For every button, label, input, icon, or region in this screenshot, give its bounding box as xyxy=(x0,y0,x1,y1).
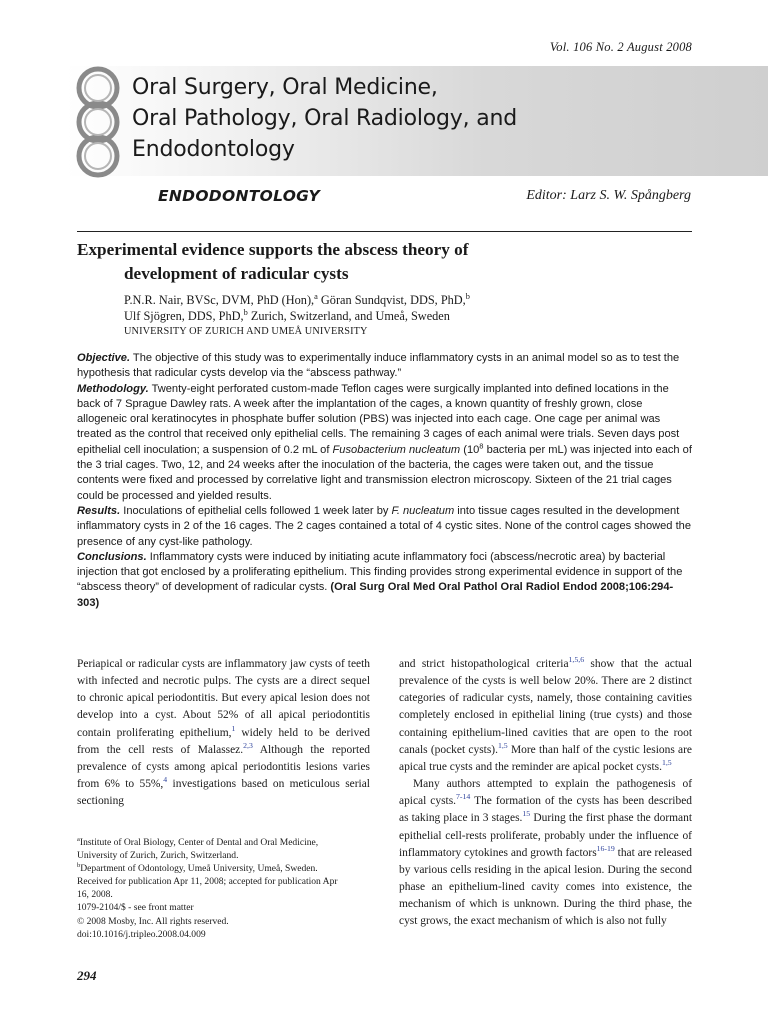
abstract-methodology xyxy=(77,382,692,504)
affiliation-marker: a xyxy=(314,291,318,301)
affiliation-marker: b xyxy=(77,862,81,870)
abstract-text: Twenty-eight perforated custom-made Teflon cages were surgically implanted into defined locations in the back of 7 Sprague Dawley rats. A week after the implantation of the cages, a known quantity of freshly grown, close allogeneic oral keratinocytes in phosphate buffer solution (PBS) was injected into each cage. One cage per animal was treated as the control that received only epithelial cells. The remaining 3 cages of each animal were trials. Seven days post epithelial cell inoculation; a suspension of 0.2 mL of xyxy=(77,382,680,456)
journal-title-line: Endodontology xyxy=(132,137,295,162)
footnote-text: University of Zurich, Zurich, Switzerland. xyxy=(77,850,239,862)
abstract-results xyxy=(77,504,692,550)
abstract-text: The objective of this study was to experimentally induce inflammatory cysts in an animal model so as to test the hypothesis that radicular cysts develop via the “abscess pathway.” xyxy=(77,352,680,380)
journal-title-line: Oral Pathology, Oral Radiology, and xyxy=(132,106,517,131)
author-block xyxy=(124,292,470,340)
journal-title xyxy=(132,72,517,165)
reference-link[interactable]: 7-14 xyxy=(456,792,471,802)
author-institution: UNIVERSITY OF ZURICH AND UMEÅ UNIVERSITY xyxy=(124,326,368,337)
affiliation-marker: b xyxy=(243,307,248,317)
journal-citation: (Oral Surg Oral Med Oral Pathol Oral Radiol Endod 2008;106:294-303) xyxy=(77,581,674,609)
author-name: Göran Sundqvist, DDS, PhD, xyxy=(317,293,466,307)
abstract-text: Inflammatory cysts were induced by initiating acute inflammatory foci (abscess/necrotic area) by bacterial injection that got enclosed by a proliferating epithelium. This finding provides strong experimental evidence in support of the “abscess theory” of development of radicular cysts. xyxy=(77,550,683,594)
reference-link[interactable]: 1,5 xyxy=(497,740,508,750)
species-name: Fusobacterium nucleatum xyxy=(332,443,461,456)
body-text: Periapical or radicular cysts are inflammatory jaw cysts of teeth with infected and necrotic pulps. The cysts are a direct sequel to chronic apical periodontitis. But every apical lesion does not develop into a cyst. About 52% of all apical periodontitis contain proliferating epithelium, xyxy=(77,658,370,739)
body-text: that are released by various cells residing in the apical lesion. During the second phase an epithelium-lined cavity comes into existence, the mechanism of which is unknown. During the third phase, the cyst grows, the exact mechanism of which is also not fully xyxy=(399,846,693,928)
reference-link[interactable]: 1,5 xyxy=(661,758,672,768)
abstract-heading: Conclusions. xyxy=(77,550,147,563)
body-text: The formation of the cysts has been described as taking place in 3 stages. xyxy=(399,795,692,825)
exponent: 8 xyxy=(479,441,484,451)
abstract-text: Inoculations of epithelial cells followed 1 week later by xyxy=(120,504,392,517)
body-text: widely held to be derived from the cell rests of Malassez. xyxy=(77,726,371,756)
body-paragraph xyxy=(77,656,370,810)
body-column-left xyxy=(77,656,370,810)
body-text: investigations based on meticulous serial sectioning xyxy=(77,778,370,808)
footnote-affiliation-b xyxy=(77,862,377,875)
reference-link[interactable]: 1,5,6 xyxy=(568,655,585,665)
footnote-text: Institute of Oral Biology, Center of Dental and Oral Medicine, xyxy=(79,837,319,848)
footnote-copyright: © 2008 Mosby, Inc. All rights reserved. xyxy=(77,915,229,927)
abstract-heading: Methodology. xyxy=(77,382,149,395)
footnote-received: 16, 2008. xyxy=(77,889,113,901)
article-title-line-2: development of radicular cysts xyxy=(124,264,349,283)
reference-link[interactable]: 15 xyxy=(522,809,531,819)
reference-link[interactable]: 16-19 xyxy=(596,843,615,853)
body-text: Although the reported prevalence of cysts among apical periodontitis lesions varies from 6% to 55%, xyxy=(77,743,370,791)
author-location: Zurich, Switzerland, and Umeå, Sweden xyxy=(247,309,450,323)
abstract xyxy=(77,351,692,611)
abstract-text: (10 xyxy=(460,443,480,456)
page-number: 294 xyxy=(77,968,97,983)
body-text: and strict histopathological criteria xyxy=(399,658,569,670)
journal-logo-rings xyxy=(68,66,128,178)
reference-link[interactable]: 2,3 xyxy=(243,740,253,750)
species-name: F. nucleatum xyxy=(391,504,455,517)
footnote-text: Department of Odontology, Umeå University, Umeå, Sweden. xyxy=(80,863,318,875)
reference-link[interactable]: 4 xyxy=(163,775,168,785)
body-paragraph xyxy=(399,776,692,930)
abstract-objective xyxy=(77,351,692,382)
section-editor: Editor: Larz S. W. Spångberg xyxy=(526,188,691,203)
article-title-line-1: Experimental evidence supports the abscess theory of xyxy=(77,240,469,259)
abstract-text: bacteria per mL) was injected into each of the 3 trial cages. Two, 12, and 24 weeks after the inoculation of the bacteria, the cages were taken out, and the tissue contents were fixed and processed by correlative light and transmission electron microscopy. Sixteen of the 21 trial cages could be processed and yielded results. xyxy=(77,443,692,502)
header-rule xyxy=(77,231,692,232)
author-name: P.N.R. Nair, BVSc, DVM, PhD (Hon), xyxy=(124,293,315,307)
abstract-text: into tissue cages resulted in the development inflammatory cysts in 2 of the 16 cages. The 2 cages contained a total of 4 cystic sites. None of the control cages showed the presence of any cyst-like pathology. xyxy=(77,504,691,548)
footnotes xyxy=(77,836,377,941)
abstract-heading: Objective. xyxy=(77,352,131,364)
abstract-conclusions xyxy=(77,550,692,611)
footnote-received: Received for publication Apr 11, 2008; accepted for publication Apr xyxy=(77,876,338,888)
body-text: During the first phase the dormant epithelial cell-rests proliferate, probably under the influence of inflammatory cytokines and growth factors xyxy=(399,812,693,859)
body-text: show that the actual prevalence of the cysts is well below 20%. There are 2 distinct categories of radicular cysts, namely, those containing cavities completely enclosed in epithelial lining (true cysts) and those containing epithelium-lined cavities that are open to the root canals (pocket cysts). xyxy=(399,658,692,756)
author-line-2 xyxy=(124,308,470,324)
author-name: Ulf Sjögren, DDS, PhD, xyxy=(124,309,244,323)
footnote-affiliation-a xyxy=(77,836,377,849)
body-column-right xyxy=(399,656,692,931)
section-label: ENDODONTOLOGY xyxy=(158,187,321,205)
body-text: More than half of the cystic lesions are apical true cysts and the reminder are apical pocket cysts. xyxy=(399,743,692,773)
body-text: Many authors attempted to explain the pathogenesis of apical cysts. xyxy=(399,778,692,808)
footnote-doi[interactable]: doi:10.1016/j.tripleo.2008.04.009 xyxy=(77,928,206,940)
journal-title-line: Oral Surgery, Oral Medicine, xyxy=(132,75,438,100)
affiliation-marker: b xyxy=(465,291,470,301)
article-title xyxy=(77,238,637,286)
footnote-issn: 1079-2104/$ - see front matter xyxy=(77,902,194,914)
body-paragraph xyxy=(399,656,692,776)
reference-link[interactable]: 1 xyxy=(231,723,236,733)
author-line-1 xyxy=(124,292,470,308)
abstract-heading: Results. xyxy=(77,504,121,517)
issue-info: Vol. 106 No. 2 August 2008 xyxy=(549,40,692,54)
affiliation-marker: a xyxy=(77,835,80,843)
